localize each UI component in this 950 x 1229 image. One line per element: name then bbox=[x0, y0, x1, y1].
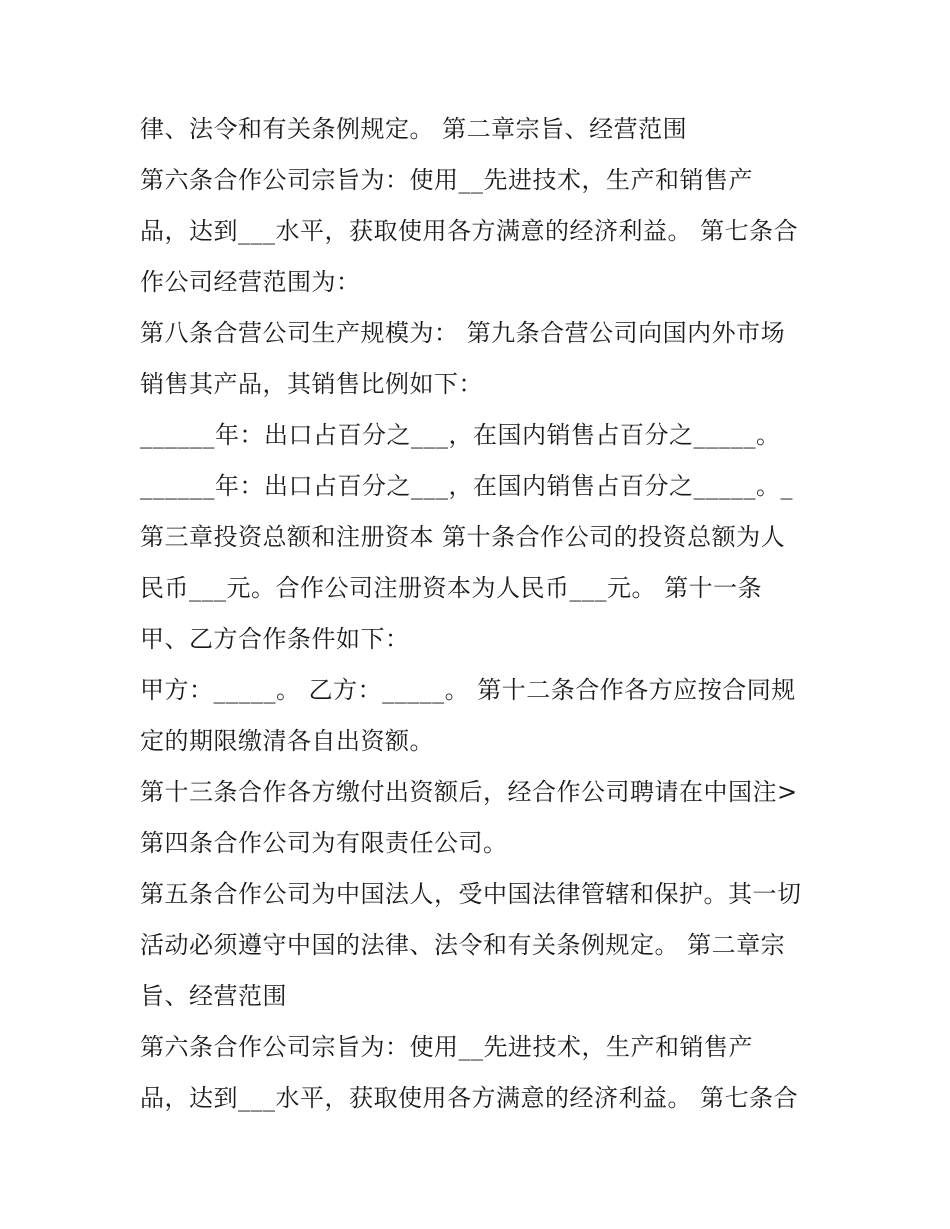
text-line: 旨、经营范围 bbox=[140, 982, 287, 1010]
text-line: 甲、乙方合作条件如下： bbox=[140, 625, 410, 653]
text-line: 第五条合作公司为中国法人，受中国法律管辖和保护。其一切 bbox=[140, 880, 802, 908]
text-line: 作公司经营范围为： bbox=[140, 268, 361, 296]
text-line: 律、法令和有关条例规定。 第二章宗旨、经营范围 bbox=[140, 115, 688, 143]
text-line: 品，达到___水平，获取使用各方满意的经济利益。 第七条合 bbox=[140, 1084, 799, 1112]
text-line: 第三章投资总额和注册资本 第十条合作公司的投资总额为人 bbox=[140, 523, 786, 551]
text-line: 第八条合营公司生产规模为： 第九条合营公司向国内外市场 bbox=[140, 319, 786, 347]
text-line: 品，达到___水平，获取使用各方满意的经济利益。 第七条合 bbox=[140, 217, 799, 245]
text-line: 定的期限缴清各自出资额。 bbox=[140, 727, 434, 755]
text-line: 甲方：_____。 乙方：_____。 第十二条合作各方应按合同规 bbox=[140, 676, 796, 704]
document-body bbox=[140, 104, 830, 1124]
text-line: 第六条合作公司宗旨为：使用__先进技术，生产和销售产 bbox=[140, 1033, 753, 1061]
text-line: 第十三条合作各方缴付出资额后，经合作公司聘请在中国注> bbox=[140, 778, 798, 806]
text-line: 销售其产品，其销售比例如下： bbox=[140, 370, 483, 398]
text-line: 活动必须遵守中国的法律、法令和有关条例规定。 第二章宗 bbox=[140, 931, 786, 959]
text-line: ______年：出口占百分之___，在国内销售占百分之_____。 bbox=[140, 421, 781, 449]
text-line: 民币___元。合作公司注册资本为人民币___元。 第十一条 bbox=[140, 574, 763, 602]
text-line: 第六条合作公司宗旨为：使用__先进技术，生产和销售产 bbox=[140, 166, 753, 194]
text-line: 第四条合作公司为有限责任公司。 bbox=[140, 829, 508, 857]
text-line: ______年：出口占百分之___，在国内销售占百分之_____。_ bbox=[140, 472, 793, 500]
